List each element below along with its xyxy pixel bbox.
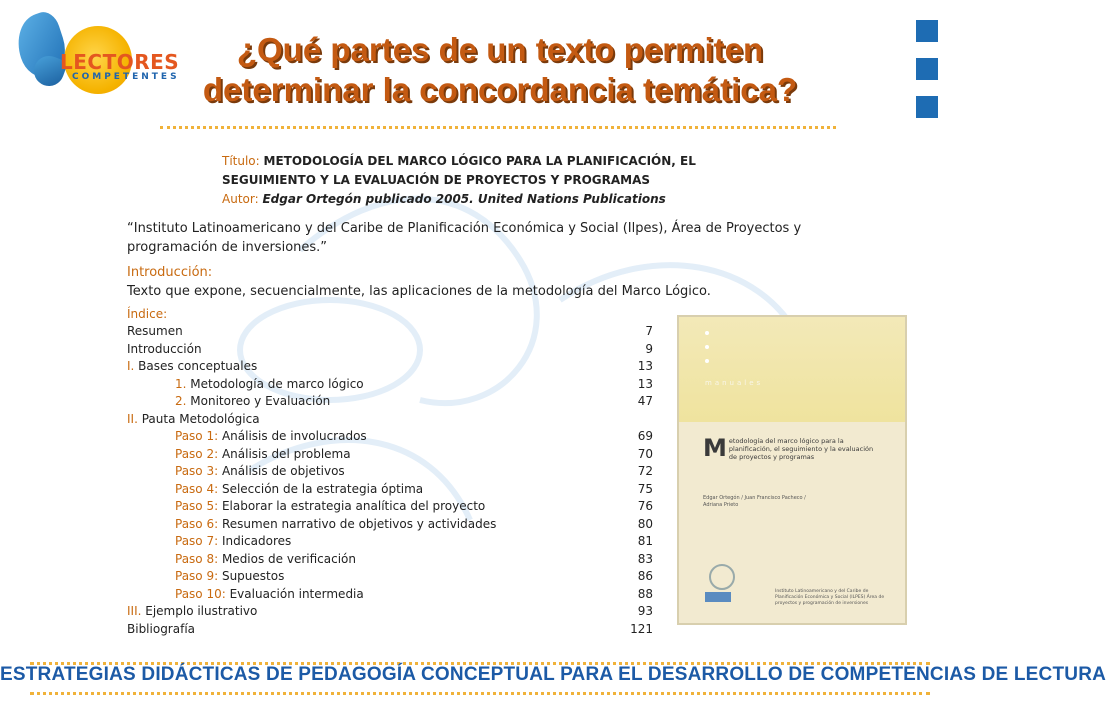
- book-cover-image: [677, 315, 907, 625]
- index-text: Indicadores: [218, 534, 292, 548]
- index-entry: [175, 533, 291, 551]
- book-title: METODOLOGÍA DEL MARCO LÓGICO PARA LA PLANIFICACIÓN, EL SEGUIMIENTO Y LA EVALUACIÓN DE PROYECTOS Y PROGRAMAS: [222, 154, 696, 187]
- author-text: Edgar Ortegón publicado 2005. United Nations Publications: [262, 192, 666, 206]
- index-text: Bibliografía: [127, 621, 196, 636]
- index-row: [127, 446, 653, 464]
- index-entry: [175, 446, 351, 464]
- index-row: [127, 498, 653, 516]
- index-text: Resumen: [127, 324, 183, 338]
- square-icon: [916, 20, 938, 42]
- index-prefix: III.: [127, 604, 142, 618]
- index-text: Análisis de objetivos: [218, 464, 345, 478]
- index-page-number: 9: [645, 341, 653, 356]
- index-page-number: 76: [637, 499, 653, 513]
- footer-banner: ESTRATEGIAS DIDÁCTICAS DE PEDAGOGÍA CONCEPTUAL PARA EL DESARROLLO DE COMPETENCIAS DE LECTURA: [0, 664, 1106, 685]
- index-prefix: Paso 4:: [175, 481, 219, 496]
- slide-title: ¿Qué partes de un texto permiten determinar la concordancia temática?: [202, 31, 798, 108]
- cover-title-initial: M: [703, 434, 727, 462]
- index-prefix: I.: [127, 359, 135, 373]
- index-row: [127, 428, 653, 446]
- index-entry: [175, 481, 423, 499]
- index-page-number: 13: [637, 376, 653, 391]
- introduction-label: Introducción:: [127, 265, 213, 280]
- index-page-number: 69: [637, 429, 653, 443]
- square-icon: [916, 96, 938, 118]
- index-row: [127, 393, 653, 411]
- table-of-contents: [127, 306, 653, 638]
- index-page-number: 83: [637, 551, 653, 566]
- index-row: [127, 341, 653, 359]
- footer-divider-bottom: [30, 692, 930, 695]
- index-entry: [175, 516, 496, 534]
- title-label: Título:: [222, 154, 260, 168]
- index-page-number: 88: [637, 586, 653, 601]
- index-prefix: Paso 6:: [175, 516, 219, 531]
- author-label: Autor:: [222, 192, 259, 206]
- index-text: Evaluación intermedia: [225, 586, 364, 601]
- index-entry: [127, 358, 257, 376]
- index-entry: [175, 586, 364, 604]
- index-text: Supuestos: [218, 569, 285, 583]
- index-label: Índice:: [127, 307, 168, 321]
- institution-quote: “Instituto Latinoamericano y del Caribe de Planificación Económica y Social (Ilpes), Área de Proyectos y programación de inversiones.”: [127, 221, 802, 255]
- index-row: [127, 586, 653, 604]
- cover-title: [703, 434, 883, 462]
- index-page-number: 70: [637, 446, 653, 461]
- index-page-number: 7: [645, 324, 653, 338]
- index-text: Ejemplo ilustrativo: [141, 604, 258, 618]
- logo-line2: COMPETENTES: [72, 72, 180, 82]
- index-page-number: 72: [637, 464, 653, 478]
- index-prefix: Paso 1:: [175, 429, 219, 443]
- square-icon: [916, 58, 938, 80]
- index-page-number: 81: [637, 534, 653, 548]
- index-row: [127, 568, 653, 586]
- index-entry: [127, 603, 257, 621]
- index-text: Pauta Metodológica: [137, 411, 260, 426]
- index-entry: [127, 323, 183, 341]
- index-text: Selección de la estrategia óptima: [218, 481, 424, 496]
- index-page-number: 86: [637, 569, 653, 583]
- index-text: Monitoreo y Evaluación: [186, 394, 331, 408]
- index-page-number: 75: [637, 481, 653, 496]
- cover-title-text: etodología del marco lógico para la planificación, el seguimiento y la evaluación de proyectos y programas: [728, 437, 874, 461]
- index-text: Elaborar la estrategia analítica del proyecto: [218, 499, 486, 513]
- index-row: [127, 463, 653, 481]
- index-text: Resumen narrativo de objetivos y actividades: [218, 516, 497, 531]
- index-prefix: Paso 3:: [175, 464, 219, 478]
- logo-line1: LECTORES: [60, 50, 180, 74]
- index-entry: [175, 376, 364, 394]
- index-prefix: Paso 9:: [175, 569, 219, 583]
- index-entry: [175, 568, 284, 586]
- index-row: [127, 411, 647, 429]
- index-text: Análisis de involucrados: [218, 429, 367, 443]
- index-row: [127, 358, 653, 376]
- introduction-section: [127, 263, 887, 301]
- index-prefix: Paso 7:: [175, 534, 219, 548]
- cover-series: manuales: [705, 379, 764, 387]
- index-page-number: 93: [637, 604, 653, 618]
- index-page-number: 80: [637, 516, 653, 531]
- index-text: Análisis del problema: [218, 446, 351, 461]
- index-page-number: 47: [637, 394, 653, 408]
- index-entry: [127, 411, 260, 429]
- cover-publisher: Instituto Latinoamericano y del Caribe de Planificación Económica y Social (ILPES) Área de proyectos y programación de inversiones: [775, 589, 885, 606]
- lectores-competentes-logo: [14, 10, 180, 100]
- index-row: [127, 603, 653, 621]
- index-prefix: Paso 8:: [175, 551, 219, 566]
- index-text: Medios de verificación: [218, 551, 357, 566]
- index-prefix: Paso 2:: [175, 446, 219, 461]
- title-divider: [160, 126, 836, 129]
- index-row: [127, 376, 653, 394]
- index-text: Introducción: [127, 341, 202, 356]
- index-page-number: 13: [637, 359, 653, 373]
- index-entry: [175, 498, 485, 516]
- index-row: [127, 516, 653, 534]
- index-entry: [175, 393, 330, 411]
- index-prefix: 1.: [175, 376, 187, 391]
- un-emblem-icon: [709, 564, 735, 590]
- index-prefix: Paso 10:: [175, 586, 226, 601]
- index-entry: [175, 428, 367, 446]
- book-metadata: [222, 152, 782, 209]
- cepal-logo-icon: [705, 592, 731, 602]
- index-text: Metodología de marco lógico: [186, 376, 364, 391]
- index-prefix: 2.: [175, 394, 187, 408]
- index-row: [127, 481, 653, 499]
- index-row: [127, 323, 653, 341]
- introduction-text: Texto que expone, secuencialmente, las aplicaciones de la metodología del Marco Lógico.: [127, 284, 711, 299]
- decorative-squares: [916, 20, 940, 134]
- index-prefix: II.: [127, 411, 138, 426]
- index-entry: [175, 551, 356, 569]
- index-entry: [175, 463, 345, 481]
- index-row: [127, 551, 653, 569]
- index-text: Bases conceptuales: [134, 359, 258, 373]
- index-row: [127, 621, 653, 639]
- index-prefix: Paso 5:: [175, 499, 219, 513]
- index-entry: [127, 621, 195, 639]
- index-entry: [127, 341, 202, 359]
- index-page-number: 121: [630, 621, 653, 636]
- cover-authors: Edgar Ortegón / Juan Francisco Pacheco / Adriana Prieto: [703, 495, 806, 508]
- index-row: [127, 533, 653, 551]
